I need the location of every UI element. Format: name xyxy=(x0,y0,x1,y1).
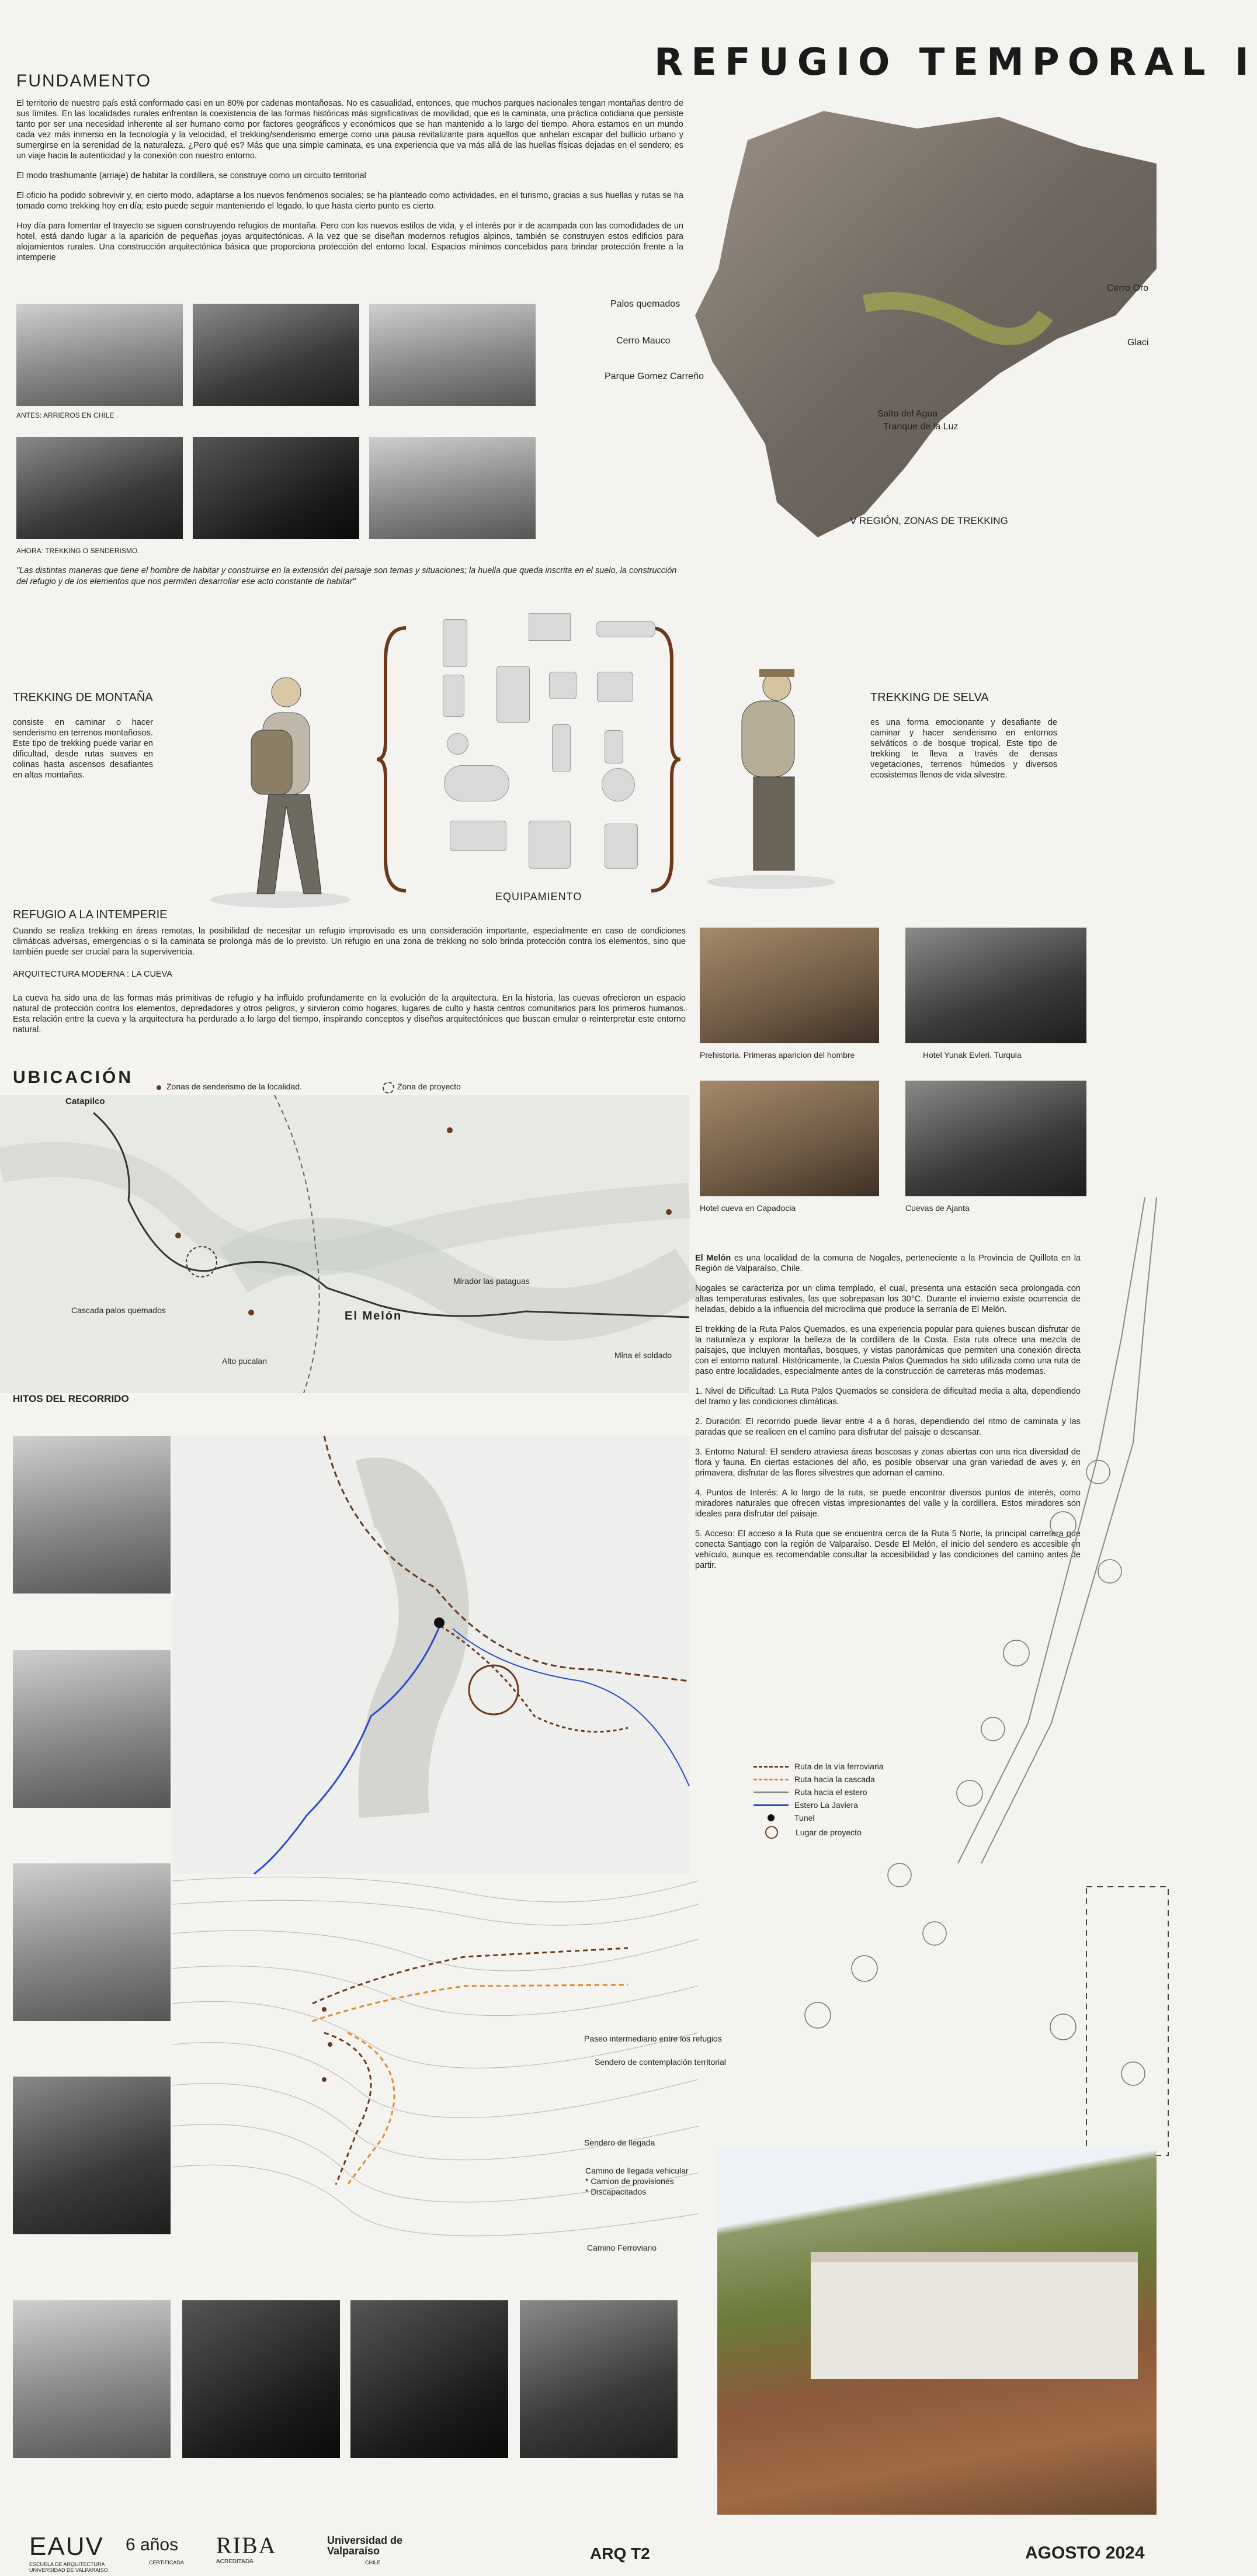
legend-cascada-swatch xyxy=(753,1779,789,1780)
site-road-drawing xyxy=(689,1197,1157,2144)
hito-photo-rails xyxy=(13,1436,171,1593)
legend-javiera-label: Estero La Javiera xyxy=(794,1800,858,1810)
trekking-photo-3 xyxy=(369,437,536,539)
label-sendero-llegada: Sendero de llegada xyxy=(584,2138,655,2147)
axe-icon xyxy=(552,724,571,772)
lantern-icon xyxy=(496,666,530,723)
hiker-mountain-illustration xyxy=(193,631,380,911)
lugar-circle-icon xyxy=(765,1826,778,1839)
caption-capadocia: Hotel cueva en Capadocia xyxy=(700,1203,796,1213)
legend-javiera xyxy=(753,1800,884,1810)
rope-icon xyxy=(444,765,509,801)
toilet-paper-icon xyxy=(447,733,468,755)
location-map xyxy=(0,1095,689,1393)
label-contemplacion: Sendero de contemplación territorial xyxy=(595,2057,726,2067)
region-shape xyxy=(695,111,1157,537)
label-parque-gomez: Parque Gomez Carreño xyxy=(605,372,704,381)
arrieros-photo-3 xyxy=(369,304,536,406)
paseo-path xyxy=(312,1948,628,2004)
legend-cascada-label: Ruta hacia la cascada xyxy=(794,1775,875,1784)
ubicacion-heading: UBICACIÓN xyxy=(13,1068,133,1087)
univ-logo: Universidad de Valparaíso xyxy=(327,2535,403,2557)
intemperie-text2: La cueva ha sido una de las formas más primitivas de refugio y ha influido profundamente en la evolución de la arquitectura. En la historia, las cuevas ofrecieron un espacio natural de protección contra los elementos, depredadores y otros peligros, y sirvieron como hogares, lugares de culto y hasta centros comunitarios para los primeros humanos. Esta relación entre la cueva y la arquitectura ha perdurado a lo largo del tiempo, inspirando conceptos y diseños arquitectónicos que buscan emular o reinterpretar este entorno natural. xyxy=(13,994,686,1034)
jar-icon xyxy=(605,824,638,869)
caption-yunak: Hotel Yunak Evleri. Turquia xyxy=(923,1050,1022,1060)
phone-icon xyxy=(605,730,623,763)
label-cascada: Cascada palos quemados xyxy=(71,1306,166,1315)
caption-ajanta: Cuevas de Ajanta xyxy=(905,1203,970,1213)
fundamento-heading: FUNDAMENTO xyxy=(16,71,152,91)
bottle-2-icon xyxy=(443,675,464,717)
legend-proyecto-circle xyxy=(383,1082,394,1093)
label-palos-quemados: Palos quemados xyxy=(610,299,680,309)
label-glaci: Glaci xyxy=(1127,338,1149,348)
fundamento-p3: El oficio ha podido sobrevivir y, en cierto modo, adaptarse a los nuevos fenómenos sociales; se ha planteado como actividades, en el turismo, gracias a sus huellas y rutas se ha tomado como trekking hoy en día; esto puede seguir manteniendo el legado, lo que hasta cierto punto es cierto. xyxy=(16,191,683,211)
melon-item-5: 5. Acceso: El acceso a la Ruta que se encuentra cerca de la Ruta 5 Norte, la principal carretera que conecta Santiago con la región de Valparaíso. Desde El Melón, el inicio del sendero es accesible en vehículo, aunque es recomendable consultar la accesibilidad y las condiciones del camino antes de partir. xyxy=(695,1529,1081,1570)
label-camino-vehicular: Camino de llegada vehicular xyxy=(585,2166,689,2175)
label-el-melon: El Melón xyxy=(345,1310,402,1322)
hiker-jungle-illustration xyxy=(683,631,870,894)
legend-tunel-label: Tunel xyxy=(794,1813,815,1822)
backpack-icon xyxy=(529,821,571,869)
trekking-selva-text: es una forma emocionante y desafiante de caminar y hacer senderismo en entornos selváticos o de bosque tropical. Este tipo de trekking te lleva a través de densas vegetaciones, terrenos húmedos y diversos ecosistemas llenos de vida silvestre. xyxy=(870,718,1057,780)
fundamento-p4: Hoy día para fomentar el trayecto se siguen construyendo refugios de montaña. Pero con los nuevos estilos de vida, y el interés por ir de acampada con las comodidades de un hotel, está dando lugar a la aparición de pequeñas joyas arquitectónicas. A la vez que se diseñan modernos refugios alpinos, también se construyen estos edificios para alojamientos rurales. Una construcción arquitectónica básica que proporciona protección del entorno local. Espacios mínimos concebidos para brindar protección frente a la intemperie xyxy=(16,221,683,262)
mug-icon xyxy=(549,672,577,699)
legend-estero xyxy=(753,1787,884,1797)
arrieros-photo-2 xyxy=(193,304,359,406)
melon-item-2: 2. Duración: El recorrido puede llevar entre 4 a 6 horas, dependiendo del ritmo de caminata y las paradas que se realicen en el camino para disfrutar del paisaje o descansar. xyxy=(695,1417,1081,1437)
legend-estero-swatch xyxy=(753,1792,789,1793)
cave-photo-ajanta xyxy=(905,1081,1086,1196)
region-caption: V REGIÓN, ZONAS DE TREKKING xyxy=(850,515,1008,526)
legend-railway xyxy=(753,1762,884,1771)
region-map xyxy=(672,93,1157,549)
compass-icon xyxy=(602,768,635,801)
page-title: REFUGIO TEMPORAL I xyxy=(654,41,1257,84)
trekking-montana-text: consiste en caminar o hacer senderismo en terrenos montañosos. Este tipo de trekking puede variar en dificultad, desde rutas suaves en colinas hasta ascensos desafiantes en altas montañas. xyxy=(13,718,153,780)
course-label: ARQ T2 xyxy=(590,2544,650,2563)
melon-item-3: 3. Entorno Natural: El sendero atraviesa áreas boscosas y zonas abiertas con una rica diversidad de flora y fauna. En ciertas estaciones del año, es posible observar una gran variedad de aves y, en primavera, disfrutar de las flores silvestres que adornan el camino. xyxy=(695,1447,1081,1478)
quote: "Las distintas maneras que tiene el hombre de habitar y construirse en la extensión del paisaje son temas y situaciones; la huella que queda inscrita en el suelo, la construcción del refugio y de los elementos que nos permiten desarrollar ese acto constante de habitar" xyxy=(16,566,677,586)
label-mirador: Mirador las pataguas xyxy=(453,1276,530,1286)
hito-photo-forest xyxy=(13,2077,171,2234)
arrieros-photo-1 xyxy=(16,304,183,406)
route-topo-map xyxy=(172,1436,689,1874)
label-camino-ferroviario: Camino Ferroviario xyxy=(587,2243,657,2252)
contemplacion-path xyxy=(312,1985,628,2021)
gps-icon xyxy=(597,672,633,702)
tent-icon xyxy=(529,613,571,641)
hito-photo-field xyxy=(13,1650,171,1808)
cave-photo-yunak xyxy=(905,928,1086,1043)
bottom-photo-waterfall xyxy=(520,2300,678,2458)
fundamento-text xyxy=(16,98,683,272)
label-mina: Mina el soldado xyxy=(614,1351,672,1360)
bottom-photo-tunnel-1 xyxy=(182,2300,340,2458)
riba-logo: RIBA xyxy=(216,2532,277,2558)
trekking-selva-heading: TREKKING DE SELVA xyxy=(870,691,989,704)
cave-photo-prehistoria xyxy=(700,928,879,1043)
intemperie-text1: Cuando se realiza trekking en áreas remotas, la posibilidad de necesitar un refugio improvisado es una consideración importante, especialmente en caso de condiciones climáticas adversas, emergencias o si la caminata se prolonga más de lo previsto. Un refugio en una zona de trekking no solo brinda protección contra los elementos, sino que también puede ser crucial para la supervivencia. xyxy=(13,926,686,957)
legend-lugar xyxy=(753,1826,884,1839)
intemperie-heading: REFUGIO A LA INTEMPERIE xyxy=(13,908,168,921)
footer xyxy=(0,2523,1157,2576)
hito-photo-fog xyxy=(13,1863,171,2021)
melon-item-4: 4. Puntos de Interés: A lo largo de la ruta, se puede encontrar diversos puntos de interés, como miradores naturales que ofrecen vistas impresionantes del valle y la cordillera. Estos miradores son ideales para disfrutar del paisaje. xyxy=(695,1488,1081,1519)
legend-tunel xyxy=(753,1813,884,1822)
riba-sub: ACREDITADA xyxy=(216,2558,254,2565)
label-camion: * Camion de provisiones xyxy=(585,2176,674,2186)
intemperie-subheading: ARQUITECTURA MODERNA : LA CUEVA xyxy=(13,970,172,979)
legend-estero-label: Ruta hacia el estero xyxy=(794,1787,867,1797)
trekking-photo-2 xyxy=(193,437,359,539)
legend-lugar-label: Lugar de proyecto xyxy=(796,1828,862,1837)
eauv-sub: ESCUELA DE ARQUITECTURA UNIVERSIDAD DE VALPARAISO xyxy=(29,2561,108,2573)
fundamento-p2: El modo trashumante (arriaje) de habitar la cordillera, se construye como un circuito territorial xyxy=(16,171,366,180)
label-tranque-luz: Tranque de la Luz xyxy=(883,422,959,432)
date-label: AGOSTO 2024 xyxy=(1025,2543,1145,2563)
hitos-heading: HITOS DEL RECORRIDO xyxy=(13,1393,129,1404)
label-cerro-oro: Cerro Oro xyxy=(1107,283,1149,293)
tunel-dot-icon xyxy=(768,1814,775,1821)
melon-item-1: 1. Nivel de Dificultad: La Ruta Palos Quemados se considera de dificultad media a alta, dependiendo del tramo y las condiciones climáticas. xyxy=(695,1387,1081,1407)
label-salto-agua: Salto del Agua xyxy=(877,409,938,419)
equipamiento-label: EQUIPAMIENTO xyxy=(495,891,582,902)
anos-logo: 6 años xyxy=(126,2535,179,2554)
legend-senderismo: Zonas de senderismo de la localidad. xyxy=(166,1082,302,1091)
melon-p3: El trekking de la Ruta Palos Quemados, es una experiencia popular para quienes buscan disfrutar de la naturaleza y explorar la belleza de la cordillera de la Costa. Esta ruta ofrece una mezcla de paisajes, que incluyen montañas, bosques, y vistas panorámicas que permiten una conexión directa con el entorno natural. Históricamente, la Cuesta Palos Quemados ha sido utilizada como una ruta de paso entre localidades, especialmente antes de la construcción de carreteras más modernas. xyxy=(695,1325,1081,1376)
bottom-photo-tunnel-2 xyxy=(350,2300,508,2458)
univ-sub: CHILE xyxy=(365,2560,381,2565)
flashlight-icon xyxy=(596,621,655,637)
melon-p1-bold: El Melón xyxy=(695,1254,731,1263)
cave-photo-capadocia xyxy=(700,1081,879,1196)
render-building xyxy=(811,2252,1138,2379)
bottom-photo-hills xyxy=(13,2300,171,2458)
legend-railway-label: Ruta de la vía ferroviaria xyxy=(794,1762,884,1771)
trekking-photo-1 xyxy=(16,437,183,539)
label-cerro-mauco: Cerro Mauco xyxy=(616,336,671,346)
label-catapilco: Catapilco xyxy=(65,1096,105,1106)
caption-prehistoria: Prehistoria. Primeras aparicion del hombre xyxy=(700,1050,855,1060)
melon-p1-rest: es una localidad de la comuna de Nogales, perteneciente a la Provincia de Quillota en la Región de Valparaíso, Chile. xyxy=(695,1254,1081,1273)
legend-cascada xyxy=(753,1775,884,1784)
caption-ahora: AHORA: TREKKING O SENDERISMO. xyxy=(16,547,140,555)
vehicular-path xyxy=(348,2033,394,2185)
render-image xyxy=(717,2147,1157,2515)
legend-senderismo-dot xyxy=(157,1085,161,1090)
legend-proyecto: Zona de proyecto xyxy=(397,1082,461,1091)
bottle-icon xyxy=(443,619,467,667)
bracket-right xyxy=(648,625,683,894)
eauv-logo: EAUV xyxy=(29,2532,104,2561)
legend-javiera-swatch xyxy=(753,1804,789,1806)
knife-icon xyxy=(450,821,506,851)
legend-railway-swatch xyxy=(753,1766,789,1768)
bracket-left xyxy=(374,625,409,894)
caption-antes: ANTES: ARRIEROS EN CHILE . xyxy=(16,411,119,419)
fundamento-p1: El territorio de nuestro país está conformado casi en un 80% por cadenas montañosas. No es casualidad, entonces, que muchos parques nacionales tengan montañas dentro de sus límites. En las localidades rurales enfrentan la coexistencia de las formas históricas más significativas de movilidad, que es la caminata, una práctica cotidiana que persiste tanto por ser una necesidad inherente al ser humano como por factores geográficos y económicos que se han mantenido a lo largo del tiempo. Ahora estamos en un mundo cada vez más inmerso en la tecnología y la velocidad, el trekking/senderismo emerge como una pausa revitalizante para aquellos que anhelan escapar del bullicio urbano y sumergirse en la serenidad de la naturaleza. ¿Pero qué es? Más que una simple caminata, es una experiencia que va más allá de las huellas físicas dejadas en el sendero; es un viaje hacia la autenticidad y la conexión con nuestro entorno. xyxy=(16,99,683,161)
anos-sub: CERTIFICADA xyxy=(149,2560,184,2565)
melon-p2: Nogales se caracteriza por un clima templado, el cual, presenta una estación seca prolongada con altas temperaturas estivales, las que sobrepasan los 30°C. Durante el invierno existe ocurrencia de heladas, debido a la influencia del microclima que produce la serranía de El Melón. xyxy=(695,1284,1081,1314)
trekking-montana-heading: TREKKING DE MONTAÑA xyxy=(13,691,153,704)
label-paseo: Paseo intermediario entre los refugios xyxy=(584,2034,722,2043)
hitos-legend xyxy=(753,1762,884,1842)
label-discapacitados: * Discapacitados xyxy=(585,2187,647,2196)
label-alto-pucalan: Alto pucalan xyxy=(222,1356,268,1366)
